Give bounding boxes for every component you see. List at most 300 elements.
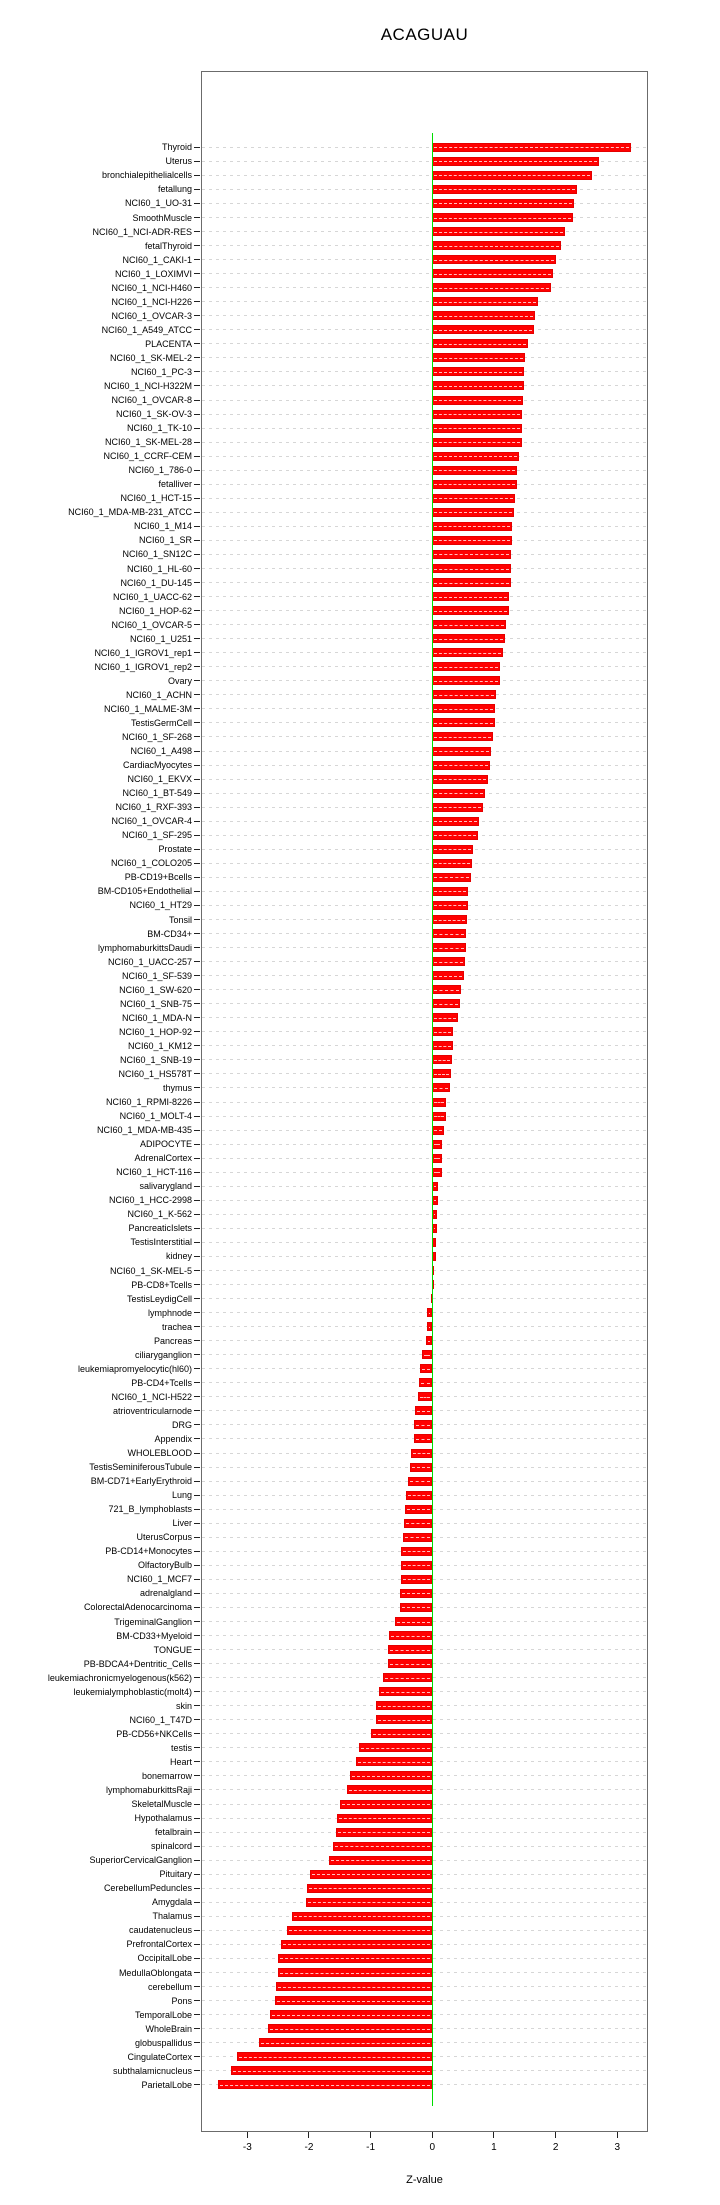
bar bbox=[371, 1729, 433, 1738]
y-tick bbox=[194, 1410, 200, 1411]
bar-inner-dash bbox=[422, 1369, 430, 1370]
bar bbox=[383, 1673, 432, 1682]
bar bbox=[403, 1533, 433, 1542]
category-label: SkeletalMuscle bbox=[131, 1799, 192, 1810]
bar bbox=[307, 1884, 432, 1893]
x-tick bbox=[247, 2132, 248, 2138]
bar-inner-dash bbox=[434, 1046, 450, 1047]
gridline bbox=[202, 652, 647, 653]
bar-inner-dash bbox=[434, 793, 483, 794]
bar bbox=[432, 1210, 437, 1219]
category-label: NCI60_1_UO-31 bbox=[124, 198, 192, 209]
bar bbox=[432, 775, 487, 784]
category-label: NCI60_1_RXF-393 bbox=[115, 802, 192, 813]
bar bbox=[432, 1224, 436, 1233]
y-tick bbox=[194, 414, 200, 415]
category-label: NCI60_1_SK-MEL-2 bbox=[109, 352, 192, 363]
bar bbox=[432, 999, 460, 1008]
bar-inner-dash bbox=[434, 1102, 444, 1103]
category-label: Ovary bbox=[167, 675, 192, 686]
bar bbox=[388, 1645, 432, 1654]
bar-inner-dash bbox=[272, 2015, 431, 2016]
gridline bbox=[202, 708, 647, 709]
y-tick bbox=[194, 1818, 200, 1819]
category-label: BM-CD34+ bbox=[147, 928, 192, 939]
bar bbox=[432, 915, 467, 924]
gridline bbox=[202, 1087, 647, 1088]
category-label: thymus bbox=[162, 1082, 192, 1093]
bar-inner-dash bbox=[434, 709, 492, 710]
x-tick bbox=[308, 2132, 309, 2138]
y-tick bbox=[194, 400, 200, 401]
y-tick bbox=[194, 1031, 200, 1032]
bar-inner-dash bbox=[434, 1116, 444, 1117]
bar bbox=[432, 592, 509, 601]
gridline bbox=[202, 554, 647, 555]
bar-inner-dash bbox=[434, 442, 519, 443]
gridline bbox=[202, 414, 647, 415]
category-label: lymphomaburkittsDaudi bbox=[97, 942, 192, 953]
category-label: Amygdala bbox=[151, 1897, 192, 1908]
gridline bbox=[202, 835, 647, 836]
bar bbox=[432, 718, 494, 727]
bar-inner-dash bbox=[270, 2029, 431, 2030]
y-tick bbox=[194, 161, 200, 162]
gridline bbox=[202, 456, 647, 457]
y-tick bbox=[194, 891, 200, 892]
y-tick bbox=[194, 582, 200, 583]
y-tick bbox=[194, 1396, 200, 1397]
category-labels bbox=[0, 71, 192, 2132]
bar-inner-dash bbox=[233, 2071, 431, 2072]
y-tick bbox=[194, 1565, 200, 1566]
category-label: Thalamus bbox=[152, 1911, 192, 1922]
bar-inner-dash bbox=[434, 302, 536, 303]
category-label: NCI60_1_OVCAR-4 bbox=[111, 816, 192, 827]
gridline bbox=[202, 329, 647, 330]
x-axis-title: Z-value bbox=[406, 2174, 443, 2186]
bar-inner-dash bbox=[429, 1313, 431, 1314]
category-label: NCI60_1_HS578T bbox=[118, 1068, 192, 1079]
bar-inner-dash bbox=[434, 639, 503, 640]
bar-inner-dash bbox=[434, 1158, 439, 1159]
category-label: adrenalgland bbox=[139, 1588, 192, 1599]
y-tick bbox=[194, 1761, 200, 1762]
bar bbox=[432, 550, 511, 559]
gridline bbox=[202, 863, 647, 864]
category-label: TestisInterstitial bbox=[130, 1237, 192, 1248]
gridline bbox=[202, 273, 647, 274]
y-tick bbox=[194, 708, 200, 709]
bar bbox=[432, 269, 553, 278]
bar bbox=[432, 185, 577, 194]
y-tick bbox=[194, 919, 200, 920]
gridline bbox=[202, 975, 647, 976]
bar-inner-dash bbox=[434, 540, 510, 541]
bar bbox=[432, 536, 512, 545]
gridline bbox=[202, 1200, 647, 1201]
x-tick-label: -3 bbox=[242, 2142, 252, 2153]
category-label: NCI60_1_IGROV1_rep1 bbox=[94, 647, 192, 658]
gridline bbox=[202, 400, 647, 401]
gridline bbox=[202, 442, 647, 443]
bar-inner-dash bbox=[434, 358, 522, 359]
bar bbox=[432, 1027, 453, 1036]
bar-inner-dash bbox=[434, 470, 515, 471]
gridline bbox=[202, 722, 647, 723]
x-tick-label: 1 bbox=[491, 2142, 497, 2153]
y-tick bbox=[194, 1144, 200, 1145]
category-label: cerebellum bbox=[147, 1981, 192, 1992]
bar-inner-dash bbox=[402, 1593, 430, 1594]
gridline bbox=[202, 259, 647, 260]
category-label: NCI60_1_IGROV1_rep2 bbox=[94, 661, 192, 672]
category-label: BM-CD33+Myeloid bbox=[116, 1630, 192, 1641]
gridline bbox=[202, 1284, 647, 1285]
bar-inner-dash bbox=[434, 414, 520, 415]
bar-inner-dash bbox=[416, 1425, 430, 1426]
bar bbox=[432, 676, 499, 685]
bar-inner-dash bbox=[434, 737, 491, 738]
y-tick bbox=[194, 1003, 200, 1004]
category-label: lymphomaburkittsRaji bbox=[105, 1784, 192, 1795]
bar bbox=[376, 1715, 433, 1724]
gridline bbox=[202, 1045, 647, 1046]
gridline bbox=[202, 905, 647, 906]
bar bbox=[395, 1617, 432, 1626]
y-tick bbox=[194, 1326, 200, 1327]
gridline bbox=[202, 1242, 647, 1243]
gridline bbox=[202, 245, 647, 246]
bar-inner-dash bbox=[434, 751, 489, 752]
bar-inner-dash bbox=[434, 1144, 440, 1145]
y-tick bbox=[194, 1256, 200, 1257]
y-tick bbox=[194, 1705, 200, 1706]
bar-inner-dash bbox=[390, 1650, 430, 1651]
category-label: CardiacMyocytes bbox=[122, 760, 192, 771]
bar-inner-dash bbox=[434, 934, 464, 935]
category-label: ADIPOCYTE bbox=[139, 1139, 192, 1150]
category-label: NCI60_1_HCC-2998 bbox=[108, 1195, 192, 1206]
gridline bbox=[202, 666, 647, 667]
category-label: PancreaticIslets bbox=[128, 1223, 192, 1234]
bar bbox=[411, 1449, 433, 1458]
bar bbox=[259, 2038, 432, 2047]
y-tick bbox=[194, 1551, 200, 1552]
y-tick bbox=[194, 1986, 200, 1987]
bar bbox=[432, 466, 517, 475]
y-tick bbox=[194, 1593, 200, 1594]
gridline bbox=[202, 470, 647, 471]
category-label: fetalliver bbox=[158, 479, 192, 490]
bar-inner-dash bbox=[338, 1832, 430, 1833]
bar bbox=[432, 1182, 438, 1191]
bar-inner-dash bbox=[434, 330, 532, 331]
bar bbox=[419, 1378, 433, 1387]
category-label: fetalbrain bbox=[154, 1827, 192, 1838]
gridline bbox=[202, 315, 647, 316]
bar-inner-dash bbox=[220, 2085, 431, 2086]
category-label: TestisGermCell bbox=[130, 717, 192, 728]
bar-inner-dash bbox=[434, 1214, 435, 1215]
bar-inner-dash bbox=[277, 2001, 430, 2002]
category-label: NCI60_1_SNB-75 bbox=[119, 998, 192, 1009]
bar-inner-dash bbox=[434, 1088, 447, 1089]
bar bbox=[337, 1814, 433, 1823]
bar bbox=[432, 1140, 442, 1149]
bar-inner-dash bbox=[402, 1607, 430, 1608]
gridline bbox=[202, 301, 647, 302]
y-tick bbox=[194, 807, 200, 808]
bar-inner-dash bbox=[261, 2043, 430, 2044]
bar-inner-dash bbox=[280, 1973, 431, 1974]
bar-inner-dash bbox=[434, 1032, 451, 1033]
bar-inner-dash bbox=[434, 189, 575, 190]
category-label: NCI60_1_SK-MEL-28 bbox=[104, 437, 192, 448]
gridline bbox=[202, 793, 647, 794]
bar-inner-dash bbox=[434, 428, 520, 429]
bar bbox=[432, 1098, 446, 1107]
y-tick bbox=[194, 722, 200, 723]
bar bbox=[432, 887, 468, 896]
bar-inner-dash bbox=[434, 246, 558, 247]
bar bbox=[218, 2080, 433, 2089]
category-label: NCI60_1_A549_ATCC bbox=[101, 324, 192, 335]
gridline bbox=[202, 933, 647, 934]
y-tick bbox=[194, 835, 200, 836]
y-tick bbox=[194, 1340, 200, 1341]
category-label: NCI60_1_OVCAR-8 bbox=[111, 395, 192, 406]
y-tick bbox=[194, 624, 200, 625]
category-label: NCI60_1_HCT-15 bbox=[120, 493, 192, 504]
bar bbox=[432, 143, 631, 152]
bar bbox=[432, 213, 573, 222]
bar-inner-dash bbox=[294, 1916, 430, 1917]
bar-inner-dash bbox=[349, 1790, 431, 1791]
category-label: NCI60_1_K-562 bbox=[127, 1209, 192, 1220]
bar bbox=[432, 1041, 452, 1050]
bar bbox=[404, 1519, 432, 1528]
y-tick bbox=[194, 694, 200, 695]
gridline bbox=[202, 610, 647, 611]
gridline bbox=[202, 891, 647, 892]
y-tick bbox=[194, 273, 200, 274]
y-tick bbox=[194, 1102, 200, 1103]
y-tick bbox=[194, 1172, 200, 1173]
bar-inner-dash bbox=[416, 1439, 430, 1440]
category-label: NCI60_1_RPMI-8226 bbox=[105, 1097, 192, 1108]
bar bbox=[432, 1083, 449, 1092]
y-tick bbox=[194, 203, 200, 204]
bar bbox=[389, 1631, 433, 1640]
gridline bbox=[202, 596, 647, 597]
x-tick bbox=[555, 2132, 556, 2138]
y-tick bbox=[194, 1958, 200, 1959]
y-tick bbox=[194, 1888, 200, 1889]
category-label: atrioventricularnode bbox=[112, 1405, 192, 1416]
y-tick bbox=[194, 1495, 200, 1496]
category-label: PLACENTA bbox=[145, 338, 192, 349]
bar bbox=[432, 522, 512, 531]
bar-inner-dash bbox=[405, 1537, 431, 1538]
bar bbox=[278, 1968, 433, 1977]
y-tick bbox=[194, 2070, 200, 2071]
gridline bbox=[202, 1228, 647, 1229]
category-label: WHOLEBLOOD bbox=[127, 1448, 192, 1459]
bar bbox=[401, 1547, 432, 1556]
bar-inner-dash bbox=[434, 1200, 436, 1201]
bar-inner-dash bbox=[434, 611, 506, 612]
bar bbox=[432, 480, 516, 489]
y-tick bbox=[194, 793, 200, 794]
bar-inner-dash bbox=[434, 554, 509, 555]
gridline bbox=[202, 484, 647, 485]
gridline bbox=[202, 849, 647, 850]
bar bbox=[432, 606, 508, 615]
bar bbox=[432, 396, 523, 405]
bar bbox=[432, 620, 506, 629]
bar bbox=[432, 957, 465, 966]
category-label: AdrenalCortex bbox=[134, 1153, 192, 1164]
y-tick bbox=[194, 1775, 200, 1776]
y-tick bbox=[194, 933, 200, 934]
bar bbox=[432, 283, 550, 292]
bar bbox=[432, 971, 463, 980]
bar bbox=[329, 1856, 433, 1865]
y-tick bbox=[194, 1509, 200, 1510]
bar-inner-dash bbox=[434, 1004, 458, 1005]
y-tick bbox=[194, 1228, 200, 1229]
category-label: NCI60_1_DU-145 bbox=[120, 577, 192, 588]
bar-inner-dash bbox=[434, 498, 513, 499]
category-label: NCI60_1_HL-60 bbox=[126, 563, 192, 574]
y-tick bbox=[194, 2028, 200, 2029]
bar-inner-dash bbox=[434, 569, 508, 570]
category-label: Thyroid bbox=[161, 142, 192, 153]
x-tick-label: -1 bbox=[366, 2142, 376, 2153]
gridline bbox=[202, 1130, 647, 1131]
gridline bbox=[202, 428, 647, 429]
category-label: Pituitary bbox=[159, 1869, 192, 1880]
gridline bbox=[202, 1073, 647, 1074]
y-tick bbox=[194, 1789, 200, 1790]
category-label: NCI60_1_SF-268 bbox=[121, 731, 192, 742]
bar-inner-dash bbox=[434, 400, 521, 401]
gridline bbox=[202, 287, 647, 288]
bar-inner-dash bbox=[434, 512, 512, 513]
gridline bbox=[202, 1158, 647, 1159]
y-tick bbox=[194, 189, 200, 190]
gridline bbox=[202, 1031, 647, 1032]
y-tick bbox=[194, 231, 200, 232]
y-tick bbox=[194, 596, 200, 597]
category-label: trachea bbox=[161, 1321, 192, 1332]
category-label: TONGUE bbox=[153, 1644, 192, 1655]
y-tick bbox=[194, 975, 200, 976]
y-tick bbox=[194, 1284, 200, 1285]
bar-inner-dash bbox=[412, 1467, 430, 1468]
bar bbox=[401, 1561, 432, 1570]
y-tick bbox=[194, 1059, 200, 1060]
category-label: CingulateCortex bbox=[127, 2051, 192, 2062]
bar bbox=[432, 943, 465, 952]
gridline bbox=[202, 203, 647, 204]
y-tick bbox=[194, 821, 200, 822]
category-label: NCI60_1_SW-620 bbox=[119, 984, 192, 995]
category-label: NCI60_1_NCI-H460 bbox=[111, 282, 192, 293]
x-tick bbox=[370, 2132, 371, 2138]
bar-inner-dash bbox=[434, 147, 629, 148]
bar bbox=[310, 1870, 432, 1879]
bar-inner-dash bbox=[434, 175, 590, 176]
y-tick bbox=[194, 905, 200, 906]
category-label: Uterus bbox=[165, 156, 192, 167]
bar bbox=[432, 353, 524, 362]
bar-inner-dash bbox=[434, 976, 461, 977]
category-label: NCI60_1_SR bbox=[138, 535, 192, 546]
bar bbox=[281, 1940, 432, 1949]
category-label: NCI60_1_MOLT-4 bbox=[119, 1111, 192, 1122]
y-tick bbox=[194, 1804, 200, 1805]
y-tick bbox=[194, 666, 200, 667]
bar bbox=[420, 1364, 432, 1373]
category-label: UterusCorpus bbox=[136, 1532, 192, 1543]
bar-inner-dash bbox=[378, 1706, 430, 1707]
bar bbox=[432, 817, 478, 826]
y-tick bbox=[194, 1382, 200, 1383]
bar bbox=[432, 1252, 436, 1261]
y-tick bbox=[194, 1832, 200, 1833]
gridline bbox=[202, 1102, 647, 1103]
gridline bbox=[202, 343, 647, 344]
bar-inner-dash bbox=[283, 1944, 430, 1945]
y-tick bbox=[194, 2042, 200, 2043]
bar bbox=[276, 1982, 432, 1991]
bar-inner-dash bbox=[434, 1074, 449, 1075]
bar bbox=[350, 1771, 433, 1780]
category-label: bronchialepithelialcells bbox=[101, 170, 192, 181]
bar bbox=[432, 859, 471, 868]
category-label: NCI60_1_MDA-MB-231_ATCC bbox=[68, 507, 192, 518]
gridline bbox=[202, 961, 647, 962]
category-label: NCI60_1_COLO205 bbox=[110, 858, 192, 869]
gridline bbox=[202, 1298, 647, 1299]
category-label: BM-CD105+Endothelial bbox=[97, 886, 192, 897]
bar-inner-dash bbox=[434, 667, 497, 668]
y-tick bbox=[194, 779, 200, 780]
bar bbox=[432, 381, 523, 390]
y-tick bbox=[194, 2084, 200, 2085]
bar-inner-dash bbox=[434, 863, 469, 864]
bar bbox=[432, 690, 496, 699]
category-label: Tonsil bbox=[168, 914, 192, 925]
bar-inner-dash bbox=[239, 2057, 430, 2058]
category-label: PB-BDCA4+Dentritic_Cells bbox=[83, 1658, 192, 1669]
bar bbox=[356, 1757, 432, 1766]
bar bbox=[422, 1350, 432, 1359]
category-label: NCI60_1_LOXIMVI bbox=[114, 268, 192, 279]
y-tick bbox=[194, 343, 200, 344]
category-label: spinalcord bbox=[150, 1841, 192, 1852]
bar-inner-dash bbox=[434, 597, 507, 598]
y-tick bbox=[194, 554, 200, 555]
bar bbox=[432, 732, 493, 741]
bar bbox=[275, 1996, 432, 2005]
category-label: salivarygland bbox=[139, 1181, 192, 1192]
bar bbox=[405, 1505, 432, 1514]
x-tick-label: -2 bbox=[304, 2142, 314, 2153]
bar bbox=[432, 704, 494, 713]
